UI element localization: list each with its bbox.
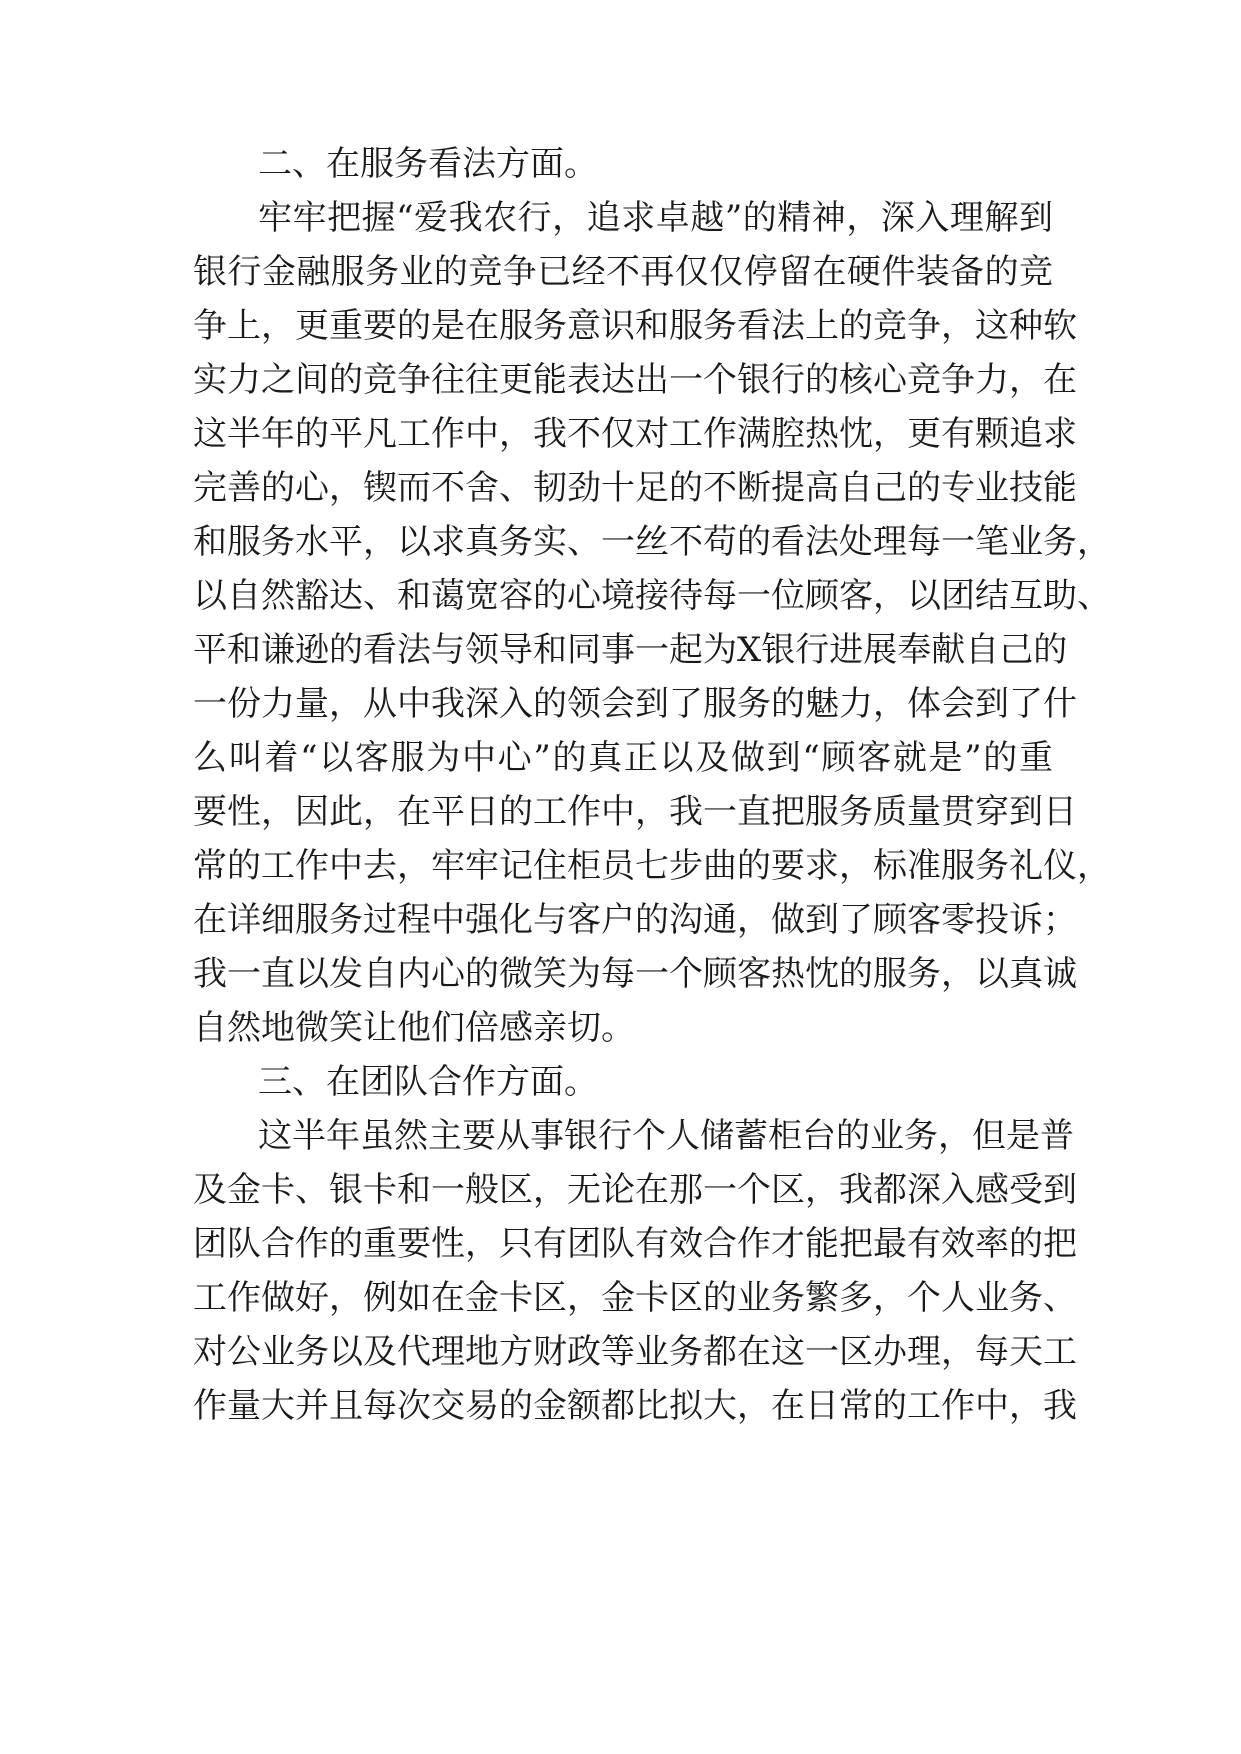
paragraph-line: 在详细服务过程中强化与客户的沟通，做到了顾客零投诉； [193,900,1077,940]
paragraph-line: 和服务水平，以求真务实、一丝不苟的看法处理每一笔业务， [193,522,1111,562]
paragraph-line: 对公业务以及代理地方财政等业务都在这一区办理，每天工 [193,1332,1077,1372]
paragraph-line: 这半年虽然主要从事银行个人储蓄柜台的业务，但是普 [258,1116,1074,1156]
paragraph-line: 自然地微笑让他们倍感亲切。 [193,1008,635,1048]
paragraph-line: 一份力量，从中我深入的领会到了服务的魅力，体会到了什 [193,684,1077,724]
paragraph-line: 争上，更重要的是在服务意识和服务看法上的竞争，这种软 [193,306,1077,346]
paragraph-line: 以自然豁达、和蔼宽容的心境接待每一位顾客，以团结互助、 [193,576,1111,616]
paragraph-line: 这半年的平凡工作中，我不仅对工作满腔热忱，更有颗追求 [193,414,1077,454]
paragraph-line: 要性，因此，在平日的工作中，我一直把服务质量贯穿到日 [193,792,1077,832]
paragraph-line: 我一直以发自内心的微笑为每一个顾客热忱的服务，以真诚 [193,954,1077,994]
paragraph-line: 银行金融服务业的竞争已经不再仅仅停留在硬件装备的竞 [193,252,1053,292]
section-heading-teamwork: 三、在团队合作方面。 [258,1062,598,1102]
paragraph-line: 工作做好，例如在金卡区，金卡区的业务繁多，个人业务、 [193,1278,1077,1318]
paragraph-line: 实力之间的竞争往往更能表达出一个银行的核心竞争力，在 [193,360,1077,400]
paragraph-line: 么叫着“以客服为中心”的真正以及做到“顾客就是”的重 [193,738,1053,778]
paragraph-line: 常的工作中去，牢牢记住柜员七步曲的要求，标准服务礼仪， [193,846,1111,886]
paragraph-line: 及金卡、银卡和一般区，无论在那一个区，我都深入感受到 [193,1170,1077,1210]
section-heading-service: 二、在服务看法方面。 [258,144,598,184]
paragraph-line: 作量大并且每次交易的金额都比拟大，在日常的工作中，我 [193,1386,1077,1426]
paragraph-line: 完善的心，锲而不舍、韧劲十足的不断提高自己的专业技能 [193,468,1077,508]
paragraph-line: 团队合作的重要性，只有团队有效合作才能把最有效率的把 [193,1224,1077,1264]
paragraph-line: 平和谦逊的看法与领导和同事一起为X银行进展奉献自己的 [193,630,1068,670]
paragraph-line: 牢牢把握“爱我农行，追求卓越”的精神，深入理解到 [258,198,1053,238]
